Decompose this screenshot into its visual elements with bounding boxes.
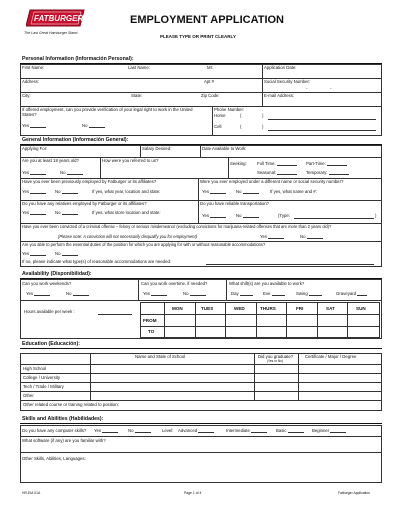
transport-no[interactable]: No	[236, 213, 259, 218]
overtime-question: Can you work overtime, if needed?	[141, 281, 208, 286]
part-time-option[interactable]: Part-Time:	[306, 161, 347, 166]
verification-no[interactable]: No	[82, 123, 105, 128]
shift-eve[interactable]: Eve	[263, 291, 285, 296]
col-graduate: Did you graduate?	[258, 354, 294, 359]
full-time-option[interactable]: Full Time:	[257, 161, 297, 166]
transport-question: Do you have reliable transportation?	[200, 201, 270, 206]
different-name-question: Were you ever employed under a different name or social security number?	[200, 179, 344, 184]
last-name-label: Last Name:	[128, 65, 150, 70]
shift-swing[interactable]: Swing	[296, 291, 322, 296]
home-phone-label: Home	[214, 113, 226, 118]
accommodations-field[interactable]	[206, 264, 374, 265]
date-available-label: Date Available to Work:	[202, 146, 247, 151]
section-heading-general: General Information (Información General):	[22, 137, 129, 143]
applying-for-label: Applying For:	[22, 146, 48, 151]
zip-label: Zip Code:	[201, 93, 220, 98]
prev-employed-detail: If yes, what year, location and state:	[92, 189, 161, 194]
convicted-yes[interactable]: Yes	[260, 234, 284, 239]
age-yes[interactable]: Yes	[22, 170, 46, 175]
day-header: THURS	[260, 306, 276, 311]
seasonal-option[interactable]: Seasonal:	[257, 170, 297, 175]
prev-employed-question: Have you ever been previously employed by Fatburger or its affiliates?	[22, 179, 157, 184]
logo-tagline: The Last Great Hamburger Stand	[24, 31, 78, 35]
section-heading-availability: Availability (Disponibilidad):	[22, 271, 92, 277]
education-row-label: Tech / Trade / Military	[23, 384, 64, 389]
convicted-no[interactable]: No	[300, 234, 323, 239]
level-intermediate[interactable]: Intermediate	[226, 428, 267, 433]
relatives-yes[interactable]: Yes	[22, 210, 46, 215]
overtime-yes[interactable]: Yes	[143, 291, 167, 296]
essential-duties-question: Are you able to perform the essential duties of the position for which you are applying for with or without reasonable accommodations?	[22, 242, 266, 247]
col-name-state: Name and State of School	[135, 354, 186, 359]
cell-phone-label: Cell	[214, 124, 222, 129]
temporary-option[interactable]: Temporary:	[306, 170, 349, 175]
convicted-note: (Please note: A conviction will not necessarily disqualify you for employment)	[58, 234, 197, 239]
apt-label: Apt #	[204, 79, 215, 84]
computer-yes[interactable]: Yes	[94, 428, 118, 433]
col-graduate-sub: (Yes or No)	[267, 359, 284, 363]
application-date-label: Application Date:	[264, 65, 297, 70]
education-row-label: High School	[23, 366, 47, 371]
accommodations-question: If no, please indicate what type(s) of reasonable accommodations are needed:	[22, 259, 172, 264]
col-certificate: Certificate / Major / Degree	[305, 354, 357, 359]
prev-employed-no[interactable]: No	[55, 189, 78, 194]
first-name-label: First Name:	[22, 65, 45, 70]
day-header: FRI	[296, 306, 304, 311]
shift-day[interactable]: Day	[231, 291, 253, 296]
section-heading-personal: Personal Information (Información Personal):	[22, 56, 134, 62]
computer-skills-question: Do you have any computer skills?	[22, 428, 87, 433]
transport-type-field[interactable]	[294, 218, 374, 219]
convicted-question: Have you ever been convicted of a criminal offense – felony or serious misdemeanor (excluding convictions for marijuana-related offenses that are more than 2 years old)?	[22, 224, 332, 229]
day-header: SAT	[326, 306, 335, 311]
referred-question: How were you referred to us?	[102, 158, 159, 163]
section-heading-skills: Skills and Abilities (Habilidades):	[22, 416, 104, 422]
salary-desired-label: Salary Desired:	[142, 146, 172, 151]
prev-employed-yes[interactable]: Yes	[22, 189, 46, 194]
weekends-question: Can you work weekends?	[22, 281, 72, 286]
home-phone-field[interactable]	[268, 119, 376, 120]
hours-per-week-label: Hours available per week :	[24, 309, 75, 314]
transport-yes[interactable]: Yes	[202, 213, 226, 218]
verification-yes[interactable]: Yes	[22, 123, 46, 128]
shift-graveyard[interactable]: Graveyard	[336, 291, 367, 296]
address-label: Address:	[22, 79, 39, 84]
ssn-label: Social Security Number:	[264, 79, 311, 84]
to-label: TO	[148, 329, 155, 334]
cell-phone-field[interactable]	[268, 130, 376, 131]
relatives-question: Do you have any relatives employed by Fatburger or its affiliates?	[22, 201, 147, 206]
phone-number-label: Phone Number:	[214, 107, 245, 112]
section-heading-education: Education (Educación):	[22, 341, 80, 347]
from-label: FROM	[143, 318, 157, 323]
essential-yes[interactable]: Yes	[22, 251, 46, 256]
age-no[interactable]: No	[60, 170, 83, 175]
logo	[26, 8, 88, 28]
hours-per-week-field[interactable]	[98, 314, 132, 315]
level-beginner[interactable]: Beginner	[312, 428, 346, 433]
day-header: TUES	[201, 306, 214, 311]
relatives-no[interactable]: No	[55, 210, 78, 215]
overtime-no[interactable]: No	[183, 291, 206, 296]
day-header: MON	[172, 306, 183, 311]
state-label: State:	[131, 93, 143, 98]
verification-question: If offered employment, can you provide verification of your legal right to work in the United States?	[22, 107, 193, 117]
different-name-no[interactable]: No	[236, 189, 259, 194]
weekends-yes[interactable]: Yes	[26, 291, 50, 296]
different-name-yes[interactable]: Yes	[202, 189, 226, 194]
other-related-training: Other related course or training related to position:	[23, 402, 119, 407]
footer-brand: Fatburger Application	[338, 491, 371, 495]
education-row-label: College / University	[23, 375, 61, 380]
computer-no[interactable]: No	[128, 428, 151, 433]
relatives-detail: If yes, what store location and state:	[92, 210, 161, 215]
level-basic[interactable]: Basic	[276, 428, 304, 433]
essential-no[interactable]: No	[55, 251, 78, 256]
software-question: What software (if any) are you familiar with?	[22, 438, 106, 443]
education-row-label: Other	[23, 393, 34, 398]
shifts-question: What shift(s) are you available to work?	[229, 281, 305, 286]
other-skills-label: Other Skills, Abilities, Languages:	[22, 456, 86, 461]
seeking-label: Seeking:	[230, 161, 247, 166]
day-header: WED	[234, 306, 245, 311]
level-label: Level:	[162, 428, 174, 433]
page-subtitle: PLEASE TYPE OR PRINT CLEARLY	[160, 34, 236, 39]
personal-grid	[20, 64, 382, 136]
mi-label: MI:	[207, 65, 213, 70]
page-number: Page 1 of 4	[184, 491, 202, 495]
city-label: City:	[22, 93, 31, 98]
level-advanced[interactable]: Advanced	[178, 428, 214, 433]
logo-text: FATBURGER	[34, 14, 84, 23]
form-code: HR-EM-01A	[22, 491, 41, 495]
skills-grid	[20, 425, 382, 483]
day-header: SUN	[356, 306, 366, 311]
age-question: Are you at least 18 years old?	[22, 158, 79, 163]
page-title: EMPLOYMENT APPLICATION	[130, 14, 284, 26]
weekends-no[interactable]: No	[66, 291, 89, 296]
transport-type-label: (Type:	[278, 213, 290, 218]
email-label: E-mail Address:	[264, 93, 295, 98]
different-name-detail: If yes, what name and #:	[270, 189, 317, 194]
